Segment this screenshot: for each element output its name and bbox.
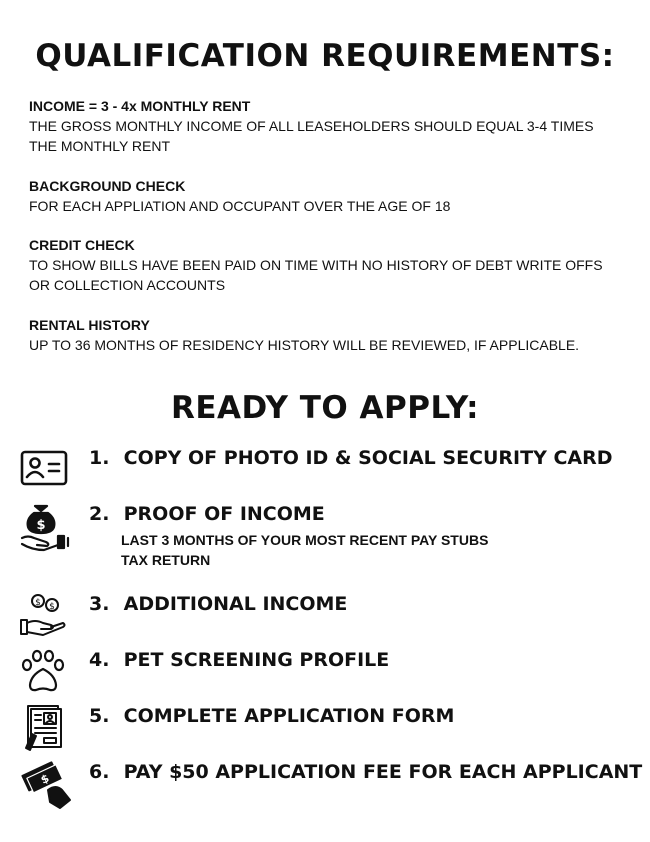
requirement-text: THE MONTHLY RENT xyxy=(29,138,171,154)
step-label: 2. PROOF OF INCOME xyxy=(89,503,325,525)
requirement-rental-history xyxy=(29,315,629,355)
step-label: 4. PET SCREENING PROFILE xyxy=(89,649,390,671)
svg-text:$: $ xyxy=(36,518,46,533)
requirement-text: OR COLLECTION ACCOUNTS xyxy=(29,277,226,293)
requirement-heading: BACKGROUND CHECK xyxy=(29,178,186,194)
step-label: 3. ADDITIONAL INCOME xyxy=(89,593,348,615)
cash-hand-icon xyxy=(18,760,74,812)
coins-hand-icon xyxy=(18,592,74,644)
id-card-icon xyxy=(18,446,74,498)
step-label: 6. PAY $50 APPLICATION FEE FOR EACH APPLICANT xyxy=(89,761,643,783)
svg-text:$: $ xyxy=(35,598,41,608)
apply-title: READY TO APPLY: xyxy=(170,390,480,426)
qualification-title: QUALIFICATION REQUIREMENTS: xyxy=(35,38,615,74)
requirement-text: TO SHOW BILLS HAVE BEEN PAID ON TIME WITH NO HISTORY OF DEBT WRITE OFFS xyxy=(29,257,603,273)
requirement-text: UP TO 36 MONTHS OF RESIDENCY HISTORY WILL BE REVIEWED, IF APPLICABLE. xyxy=(29,337,580,353)
requirement-text: THE GROSS MONTHLY INCOME OF ALL LEASEHOLDERS SHOULD EQUAL 3-4 TIMES xyxy=(29,118,594,134)
money-bag-hand-icon xyxy=(18,502,74,554)
svg-text:$: $ xyxy=(38,771,52,787)
requirement-income xyxy=(29,96,629,156)
svg-text:$: $ xyxy=(49,602,55,612)
step-detail: TAX RETURN xyxy=(121,552,211,568)
application-form-icon xyxy=(18,704,74,756)
step-label: 1. COPY OF PHOTO ID & SOCIAL SECURITY CARD xyxy=(89,447,613,469)
requirement-credit-check xyxy=(29,235,629,295)
requirement-heading: RENTAL HISTORY xyxy=(29,317,150,333)
step-detail: LAST 3 MONTHS OF YOUR MOST RECENT PAY STUBS xyxy=(121,532,489,548)
step-label: 5. COMPLETE APPLICATION FORM xyxy=(89,705,455,727)
paw-print-icon xyxy=(18,648,74,700)
requirement-heading: CREDIT CHECK xyxy=(29,237,135,253)
requirement-text: FOR EACH APPLIATION AND OCCUPANT OVER THE AGE OF 18 xyxy=(29,198,451,214)
requirement-background-check xyxy=(29,176,629,216)
requirement-heading: INCOME = 3 - 4x MONTHLY RENT xyxy=(29,98,251,114)
